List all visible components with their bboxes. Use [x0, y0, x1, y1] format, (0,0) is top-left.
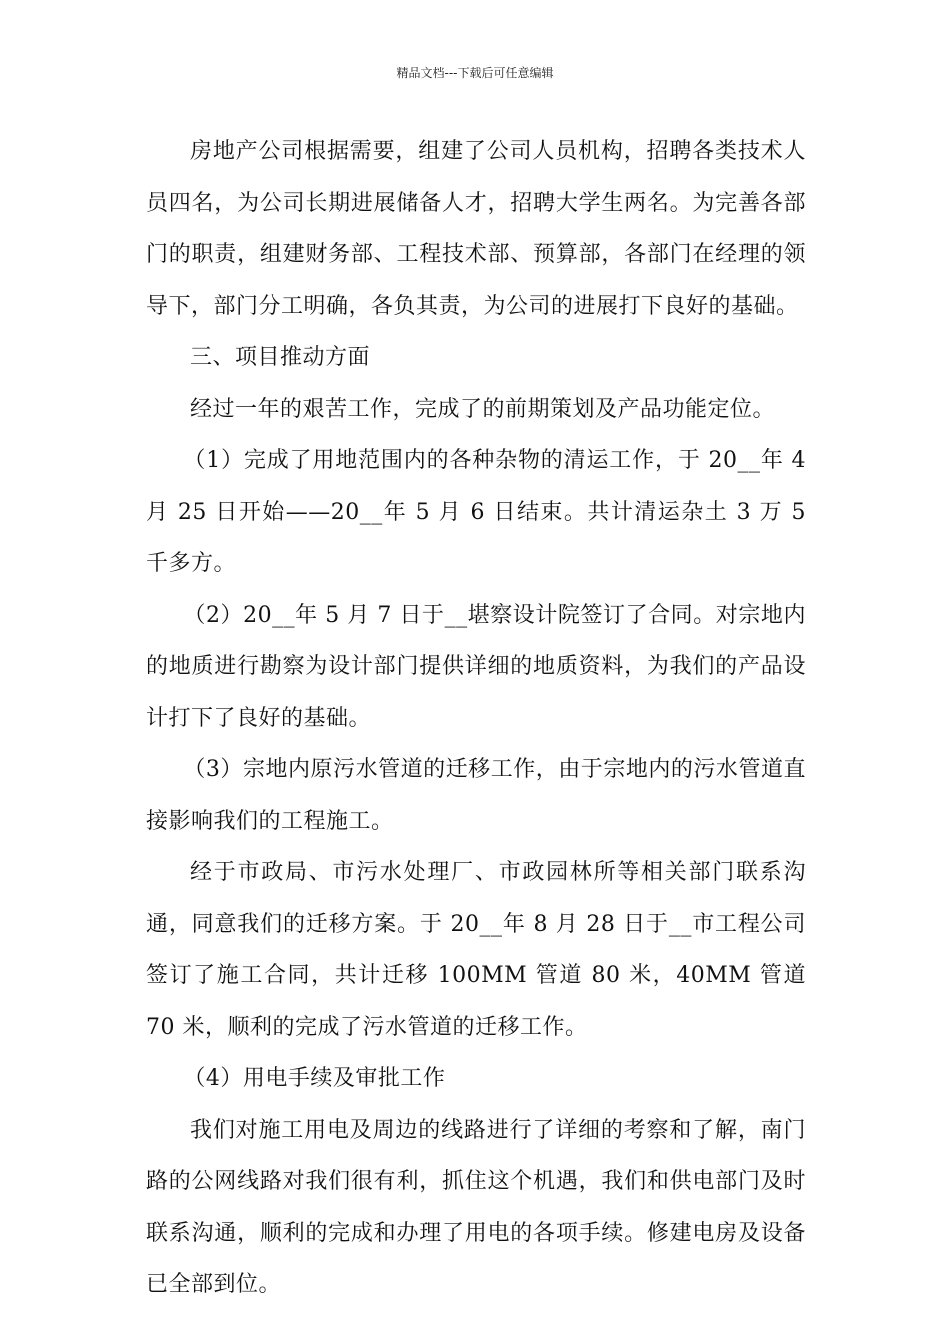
list-item-2: （2）20__年 5 月 7 日于__堪察设计院签订了合同。对宗地内的地质进行勘察为设计部门提供详细的地质资料，为我们的产品设计打下了良好的基础。	[146, 602, 806, 731]
paragraph-summary: 经过一年的艰苦工作，完成了的前期策划及产品功能定位。	[190, 396, 776, 422]
document-body	[146, 126, 806, 1311]
list-item-4: （4）用电手续及审批工作	[183, 1066, 446, 1091]
section-heading-project: 三、项目推动方面	[190, 345, 371, 370]
paragraph-staffing: 房地产公司根据需要，组建了公司人员机构，招聘各类技术人员四名，为公司长期进展储备人才，招聘大学生两名。为完善各部门的职责，组建财务部、工程技术部、预算部，各部门在经理的领导下，部门分工明确，各负其责，为公司的进展打下良好的基础。	[146, 139, 806, 319]
paragraph-pipeline: 经于市政局、市污水处理厂、市政园林所等相关部门联系沟通，同意我们的迁移方案。于 20__年 8 月 28 日于__市工程公司签订了施工合同，共计迁移 100MM 管道 80 米，40MM 管道 70 米，顺利的完成了污水管道的迁移工作。	[146, 860, 806, 1040]
list-item-1: （1）完成了用地范围内的各种杂物的清运工作，于 20__年 4 月 25 日开始——20__年 5 月 6 日结束。共计清运杂土 3 万 5 千多方。	[146, 448, 806, 576]
page-header: 精品文档---下载后可任意编辑	[396, 66, 554, 80]
paragraph-electricity: 我们对施工用电及周边的线路进行了详细的考察和了解，南门路的公网线路对我们很有利，抓住这个机遇，我们和供电部门及时联系沟通，顺利的完成和办理了用电的各项手续。修建电房及设备已全部到位。	[146, 1117, 806, 1297]
list-item-3: （3）宗地内原污水管道的迁移工作，由于宗地内的污水管道直接影响我们的工程施工。	[146, 757, 806, 834]
